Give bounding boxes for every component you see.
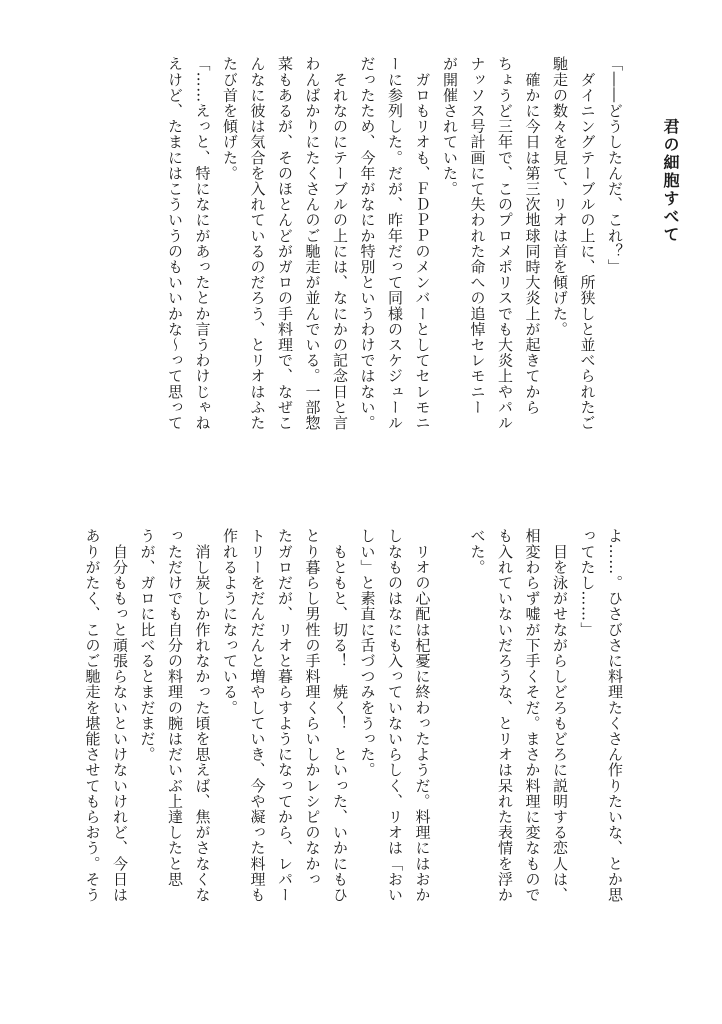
text-line: ナッソス号計画にて失われた命への追悼セレモニー [468, 56, 487, 415]
text-line: 「――どうしたんだ、これ？」 [606, 56, 624, 275]
text-line: だったため、今年がなにか特別というわけではない。 [358, 56, 377, 431]
text-line: ガロもリオも、ＦＤＰＰのメンバーとしてセレモニ [413, 56, 432, 431]
text-line: たび首を傾げた。 [221, 56, 239, 181]
text-line: 菜もあるが、そのほとんどがガロの手料理で、なぜこ [276, 56, 294, 431]
text-line: しなものはなにも入っていないらしく、リオは「おい [386, 528, 404, 903]
text-line: とり暮らし男性の手料理くらいしかレシピのなかっ [303, 528, 322, 887]
text-line: んなに彼は気合を入れているのだろう、とリオはふた [248, 56, 267, 431]
text-line: 消し炭しか作れなかった頃を思えば、焦がさなくな [193, 528, 212, 903]
text-line: わんばかりにたくさんのご馳走が並んでいる。一部惣 [303, 56, 322, 431]
text-line: 確かに今日は第三次地球同時大炎上が起きてから [523, 56, 542, 415]
text-line: よ……。ひさびさに料理たくさん作りたいな、とか思 [606, 528, 624, 903]
text-line: 目を泳がせながらしどろもどろに説明する恋人は、 [551, 528, 569, 903]
text-line: うが、ガロに比べるとまだまだ。 [138, 528, 157, 762]
text-line: べた。 [468, 528, 487, 575]
text-line: それなのにテーブルの上には、なにかの記念日と言 [331, 56, 349, 431]
text-line: ってたし……」 [578, 528, 597, 638]
page-title: 君の細胞すべて [661, 118, 680, 244]
text-line: えけど、たまにはこういうのもいいかな～って思って [166, 56, 184, 431]
text-line: たガロだが、リオと暮らすようになってから、レパー [276, 528, 294, 903]
text-line: 自分ももっと頑張らないといけないけれど、今日は [111, 528, 129, 903]
text-line: 「……えっと、特になにがあったとか言うわけじゃね [193, 56, 212, 431]
text-line: 作れるようになっている。 [221, 528, 239, 716]
text-line: 馳走の数々を見て、リオは首を傾げた。 [551, 56, 569, 337]
upper-text-block [68, 56, 628, 496]
text-line: 相変わらず嘘が下手くそだ。まさか料理に変なもので [523, 528, 542, 903]
text-line: も入れていないだろうな、とリオは呆れた表情を浮か [496, 528, 514, 903]
text-line: もともと、切る！ 焼く！ といった、いかにもひ [331, 528, 349, 903]
text-line: ありがたく、このご馳走を堪能させてもらおう。そう [83, 528, 102, 903]
text-line: ーに参列した。だが、昨年だって同様のスケジュール [386, 56, 404, 431]
text-line: が開催されていた。 [441, 56, 459, 197]
lower-text-block [68, 528, 628, 958]
text-line: しい」と素直に舌づつみをうった。 [358, 528, 377, 778]
text-line: リオの心配は杞憂に終わったようだ。料理にはおか [413, 528, 432, 903]
text-line: トリーをだんだんと増やしていき、今や凝った料理も [248, 528, 267, 903]
blank-line [436, 528, 464, 958]
text-line: っただけでも自分の料理の腕はだいぶ上達したと思 [166, 528, 184, 887]
text-line: ちょうど三年で、このプロメポリスでも大炎上やパル [496, 56, 514, 431]
text-line: ダイニングテーブルの上に、所狭しと並べられたご [578, 56, 597, 431]
